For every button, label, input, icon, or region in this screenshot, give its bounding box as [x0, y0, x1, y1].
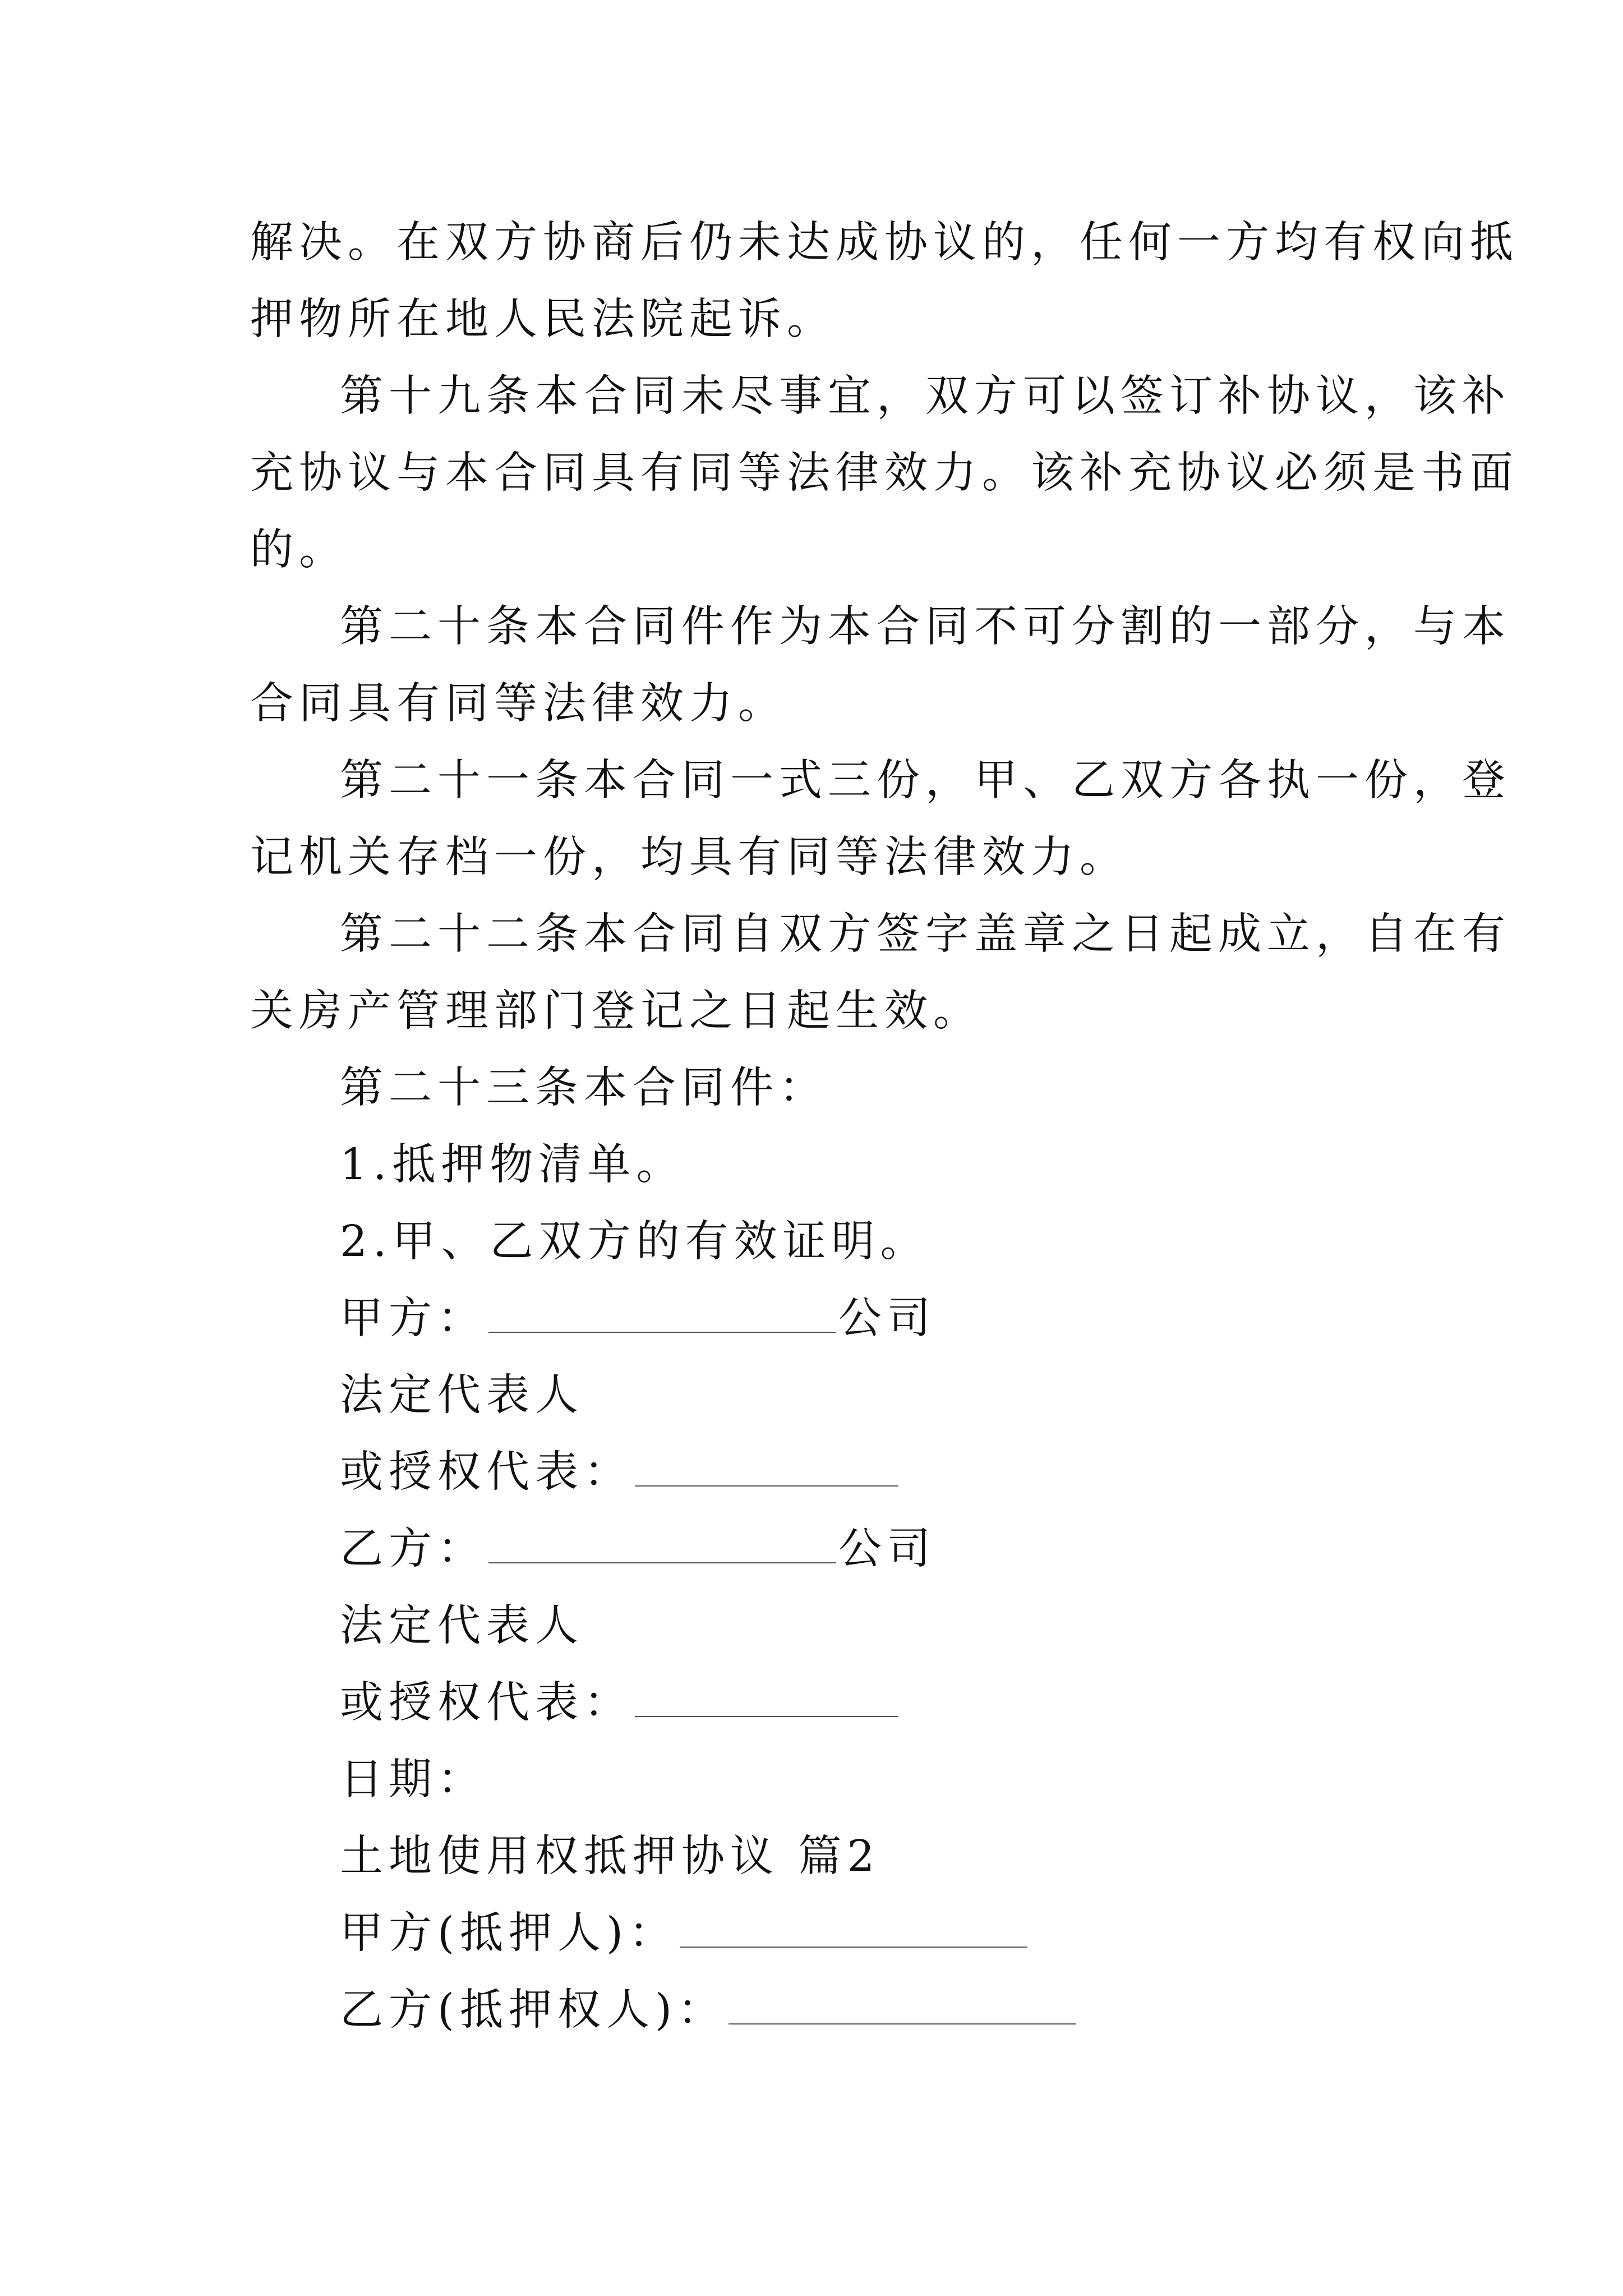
paragraph-line: 合同具有同等法律效力。 — [250, 679, 787, 729]
auth-rep-b-line — [250, 1664, 1389, 1741]
mortgagee-blank[interactable] — [728, 1982, 1076, 2024]
paragraph-line: 押物所在地人民法院起诉。 — [250, 295, 836, 344]
auth-rep-b-label: 或授权代表： — [340, 1678, 633, 1728]
attachment-item-1: 1.抵押物清单。 — [340, 1140, 685, 1190]
auth-rep-b-blank[interactable] — [635, 1675, 898, 1717]
paragraph-line: 解决。在双方协商后仍未达成协议的，任何一方均有权向抵 — [250, 218, 1519, 268]
article-23-line: 第二十三条本合同件： — [340, 1063, 828, 1113]
mortgagee-label: 乙方(抵押权人)： — [340, 1985, 727, 2035]
attachment-item-2: 2.甲、乙双方的有效证明。 — [340, 1217, 929, 1267]
paragraph-line: 记机关存档一份，均具有同等法律效力。 — [250, 832, 1128, 882]
party-b-label: 乙方： — [340, 1524, 486, 1574]
legal-rep-b: 法定代表人 — [340, 1601, 584, 1651]
party-b-suffix: 公司 — [838, 1524, 936, 1574]
mortgagor-blank[interactable] — [680, 1906, 1027, 1948]
mortgagor-label: 甲方(抵押人)： — [340, 1908, 678, 1958]
article-19-line: 第十九条本合同未尽事宜，双方可以签订补协议，该补 — [340, 371, 1511, 421]
auth-rep-a-line — [250, 1434, 1389, 1511]
auth-rep-a-blank[interactable] — [635, 1444, 898, 1487]
mortgagee-line — [250, 1972, 1389, 2049]
party-b-line — [250, 1511, 1389, 1588]
party-a-label: 甲方： — [340, 1294, 486, 1343]
party-a-blank[interactable] — [488, 1291, 836, 1333]
party-a-suffix: 公司 — [838, 1294, 936, 1343]
paragraph-line: 关房产管理部门登记之日起生效。 — [250, 986, 982, 1036]
section-title: 土地使用权抵押协议 篇2 — [340, 1832, 880, 1881]
article-20-line: 第二十条本合同件作为本合同不可分割的一部分，与本 — [340, 602, 1511, 652]
party-a-line — [250, 1280, 1389, 1357]
document-body — [250, 204, 1519, 2049]
article-22-line: 第二十二条本合同自双方签字盖章之日起成立，自在有 — [340, 909, 1511, 959]
article-21-line: 第二十一条本合同一式三份，甲、乙双方各执一份，登 — [340, 756, 1511, 806]
date-label: 日期： — [340, 1755, 486, 1805]
mortgagor-line — [250, 1895, 1389, 1972]
legal-rep-a: 法定代表人 — [340, 1370, 584, 1420]
paragraph-line: 的。 — [250, 525, 348, 575]
auth-rep-a-label: 或授权代表： — [340, 1447, 633, 1497]
party-b-blank[interactable] — [488, 1521, 836, 1563]
paragraph-line: 充协议与本合同具有同等法律效力。该补充协议必须是书面 — [250, 448, 1519, 498]
